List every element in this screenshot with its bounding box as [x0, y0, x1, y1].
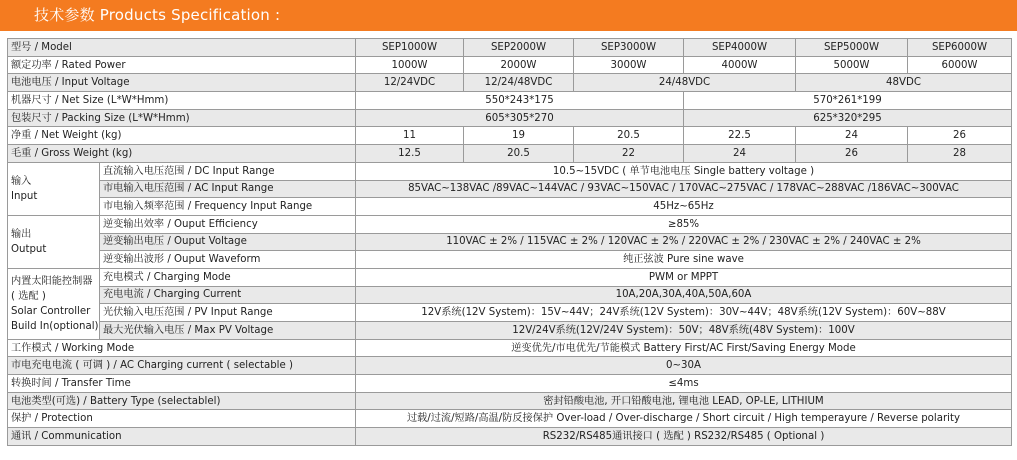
row-label: 电池类型(可选) / Battery Type (selectablel) [8, 392, 356, 410]
banner-title: 技术参数 Products Specification : [34, 6, 281, 24]
spec-table [7, 38, 1012, 446]
value-cell: 45Hz~65Hz [356, 198, 1012, 216]
value-cell: 28 [908, 145, 1012, 163]
value-cell: 24 [796, 127, 908, 145]
group-label-input [8, 162, 100, 215]
value-cell: 26 [908, 127, 1012, 145]
value-cell: 10.5~15VDC ( 单节电池电压 Single battery voltage ) [356, 162, 1012, 180]
row-label: 市电输入电压范围 / AC Input Range [100, 180, 356, 198]
value-cell: 12/24/48VDC [464, 74, 574, 92]
table-row-ac-charging [8, 357, 1012, 375]
value-cell: 12V系统(12V System)：15V~44V；24V系统(12V System)：30V~44V；48V系统(12V System)：60V~88V [356, 304, 1012, 322]
table-row-gross-weight [8, 145, 1012, 163]
value-cell: 纯正弦波 Pure sine wave [356, 251, 1012, 269]
value-cell: 5000W [796, 56, 908, 74]
value-cell: 26 [796, 145, 908, 163]
value-cell: 12/24VDC [356, 74, 464, 92]
value-cell: 570*261*199 [684, 92, 1012, 110]
table-row-working-mode [8, 339, 1012, 357]
value-cell: 605*305*270 [356, 109, 684, 127]
row-label: 市电输入频率范围 / Frequency Input Range [100, 198, 356, 216]
row-label: 机器尺寸 / Net Size (L*W*Hmm) [8, 92, 356, 110]
row-label: 光伏输入电压范围 / PV Input Range [100, 304, 356, 322]
table-row-communication [8, 428, 1012, 446]
value-cell: 20.5 [574, 127, 684, 145]
value-cell: 24/48VDC [574, 74, 796, 92]
value-cell: 2000W [464, 56, 574, 74]
model-cell: SEP4000W [684, 39, 796, 57]
value-cell: 85VAC~138VAC /89VAC~144VAC / 93VAC~150VAC / 170VAC~275VAC / 178VAC~288VAC /186VAC~300VAC [356, 180, 1012, 198]
group-title-cn: 输入 [11, 175, 32, 187]
model-cell: SEP5000W [796, 39, 908, 57]
page-banner [0, 0, 1017, 31]
value-cell: 20.5 [464, 145, 574, 163]
value-cell: 3000W [574, 56, 684, 74]
row-label: 型号 / Model [8, 39, 356, 57]
group-label-solar [8, 268, 100, 339]
value-cell: 6000W [908, 56, 1012, 74]
group-label-output [8, 215, 100, 268]
row-label: 保护 / Protection [8, 410, 356, 428]
value-cell: 22 [574, 145, 684, 163]
table-row-protection [8, 410, 1012, 428]
group-title-cn: 输出 [11, 228, 32, 240]
row-label: 直流输入电压范围 / DC Input Range [100, 162, 356, 180]
row-label: 通讯 / Communication [8, 428, 356, 446]
table-row-frequency-input [8, 198, 1012, 216]
value-cell: 4000W [684, 56, 796, 74]
value-cell: 110VAC ± 2% / 115VAC ± 2% / 120VAC ± 2% / 220VAC ± 2% / 230VAC ± 2% / 240VAC ± 2% [356, 233, 1012, 251]
table-row-net-weight [8, 127, 1012, 145]
row-label: 最大光伏输入电压 / Max PV Voltage [100, 322, 356, 340]
group-title-en: Input [11, 190, 38, 202]
row-label: 毛重 / Gross Weight (kg) [8, 145, 356, 163]
value-cell: 1000W [356, 56, 464, 74]
value-cell: 0~30A [356, 357, 1012, 375]
row-label: 工作模式 / Working Mode [8, 339, 356, 357]
model-cell: SEP6000W [908, 39, 1012, 57]
row-label: 净重 / Net Weight (kg) [8, 127, 356, 145]
row-label: 转换时间 / Transfer Time [8, 375, 356, 393]
value-cell: 48VDC [796, 74, 1012, 92]
value-cell: 22.5 [684, 127, 796, 145]
value-cell: 11 [356, 127, 464, 145]
table-row-output-voltage [8, 233, 1012, 251]
value-cell: 12.5 [356, 145, 464, 163]
row-label: 充电电流 / Charging Current [100, 286, 356, 304]
row-label: 市电充电电流 ( 可调 ) / AC Charging current ( selectable ) [8, 357, 356, 375]
table-row-rated-power [8, 56, 1012, 74]
table-row-net-size [8, 92, 1012, 110]
table-row-packing-size [8, 109, 1012, 127]
value-cell: 12V/24V系统(12V/24V System)：50V；48V系统(48V System)：100V [356, 322, 1012, 340]
table-row-output-waveform [8, 251, 1012, 269]
group-title-cn: ( 选配 ) [11, 290, 46, 302]
model-cell: SEP3000W [574, 39, 684, 57]
value-cell: 过载/过流/短路/高温/防反接保护 Over-load / Over-discharge / Short circuit / High temperayure / Reverse polarity [356, 410, 1012, 428]
value-cell: 密封铅酸电池, 开口铅酸电池, 锂电池 LEAD, OP-LE, LITHIUM [356, 392, 1012, 410]
model-cell: SEP1000W [356, 39, 464, 57]
table-row-input-voltage [8, 74, 1012, 92]
row-label: 逆变输出波形 / Ouput Waveform [100, 251, 356, 269]
row-label: 电池电压 / Input Voltage [8, 74, 356, 92]
table-row-output-efficiency [8, 215, 1012, 233]
table-row-transfer-time [8, 375, 1012, 393]
table-row-battery-type [8, 392, 1012, 410]
table-row-dc-input [8, 162, 1012, 180]
group-title-en: Output [11, 243, 47, 255]
value-cell: 625*320*295 [684, 109, 1012, 127]
model-cell: SEP2000W [464, 39, 574, 57]
table-row-model [8, 39, 1012, 57]
table-row-max-pv-voltage [8, 322, 1012, 340]
value-cell: 逆变优先/市电优先/节能模式 Battery First/AC First/Saving Energy Mode [356, 339, 1012, 357]
row-label: 充电模式 / Charging Mode [100, 268, 356, 286]
row-label: 逆变输出效率 / Ouput Efficiency [100, 215, 356, 233]
value-cell: ≥85% [356, 215, 1012, 233]
value-cell: ≤4ms [356, 375, 1012, 393]
table-row-charging-mode [8, 268, 1012, 286]
value-cell: 550*243*175 [356, 92, 684, 110]
group-title-en: Solar Controller [11, 305, 91, 317]
row-label: 包装尺寸 / Packing Size (L*W*Hmm) [8, 109, 356, 127]
table-row-ac-input [8, 180, 1012, 198]
table-row-pv-input-range [8, 304, 1012, 322]
group-title-cn: 内置太阳能控制器 [11, 275, 93, 287]
table-row-charging-current [8, 286, 1012, 304]
value-cell: RS232/RS485通讯接口 ( 选配 ) RS232/RS485 ( Optional ) [356, 428, 1012, 446]
value-cell: 24 [684, 145, 796, 163]
group-title-en: Build In(optional) [11, 320, 99, 332]
row-label: 额定功率 / Rated Power [8, 56, 356, 74]
row-label: 逆变输出电压 / Ouput Voltage [100, 233, 356, 251]
value-cell: PWM or MPPT [356, 268, 1012, 286]
value-cell: 19 [464, 127, 574, 145]
value-cell: 10A,20A,30A,40A,50A,60A [356, 286, 1012, 304]
